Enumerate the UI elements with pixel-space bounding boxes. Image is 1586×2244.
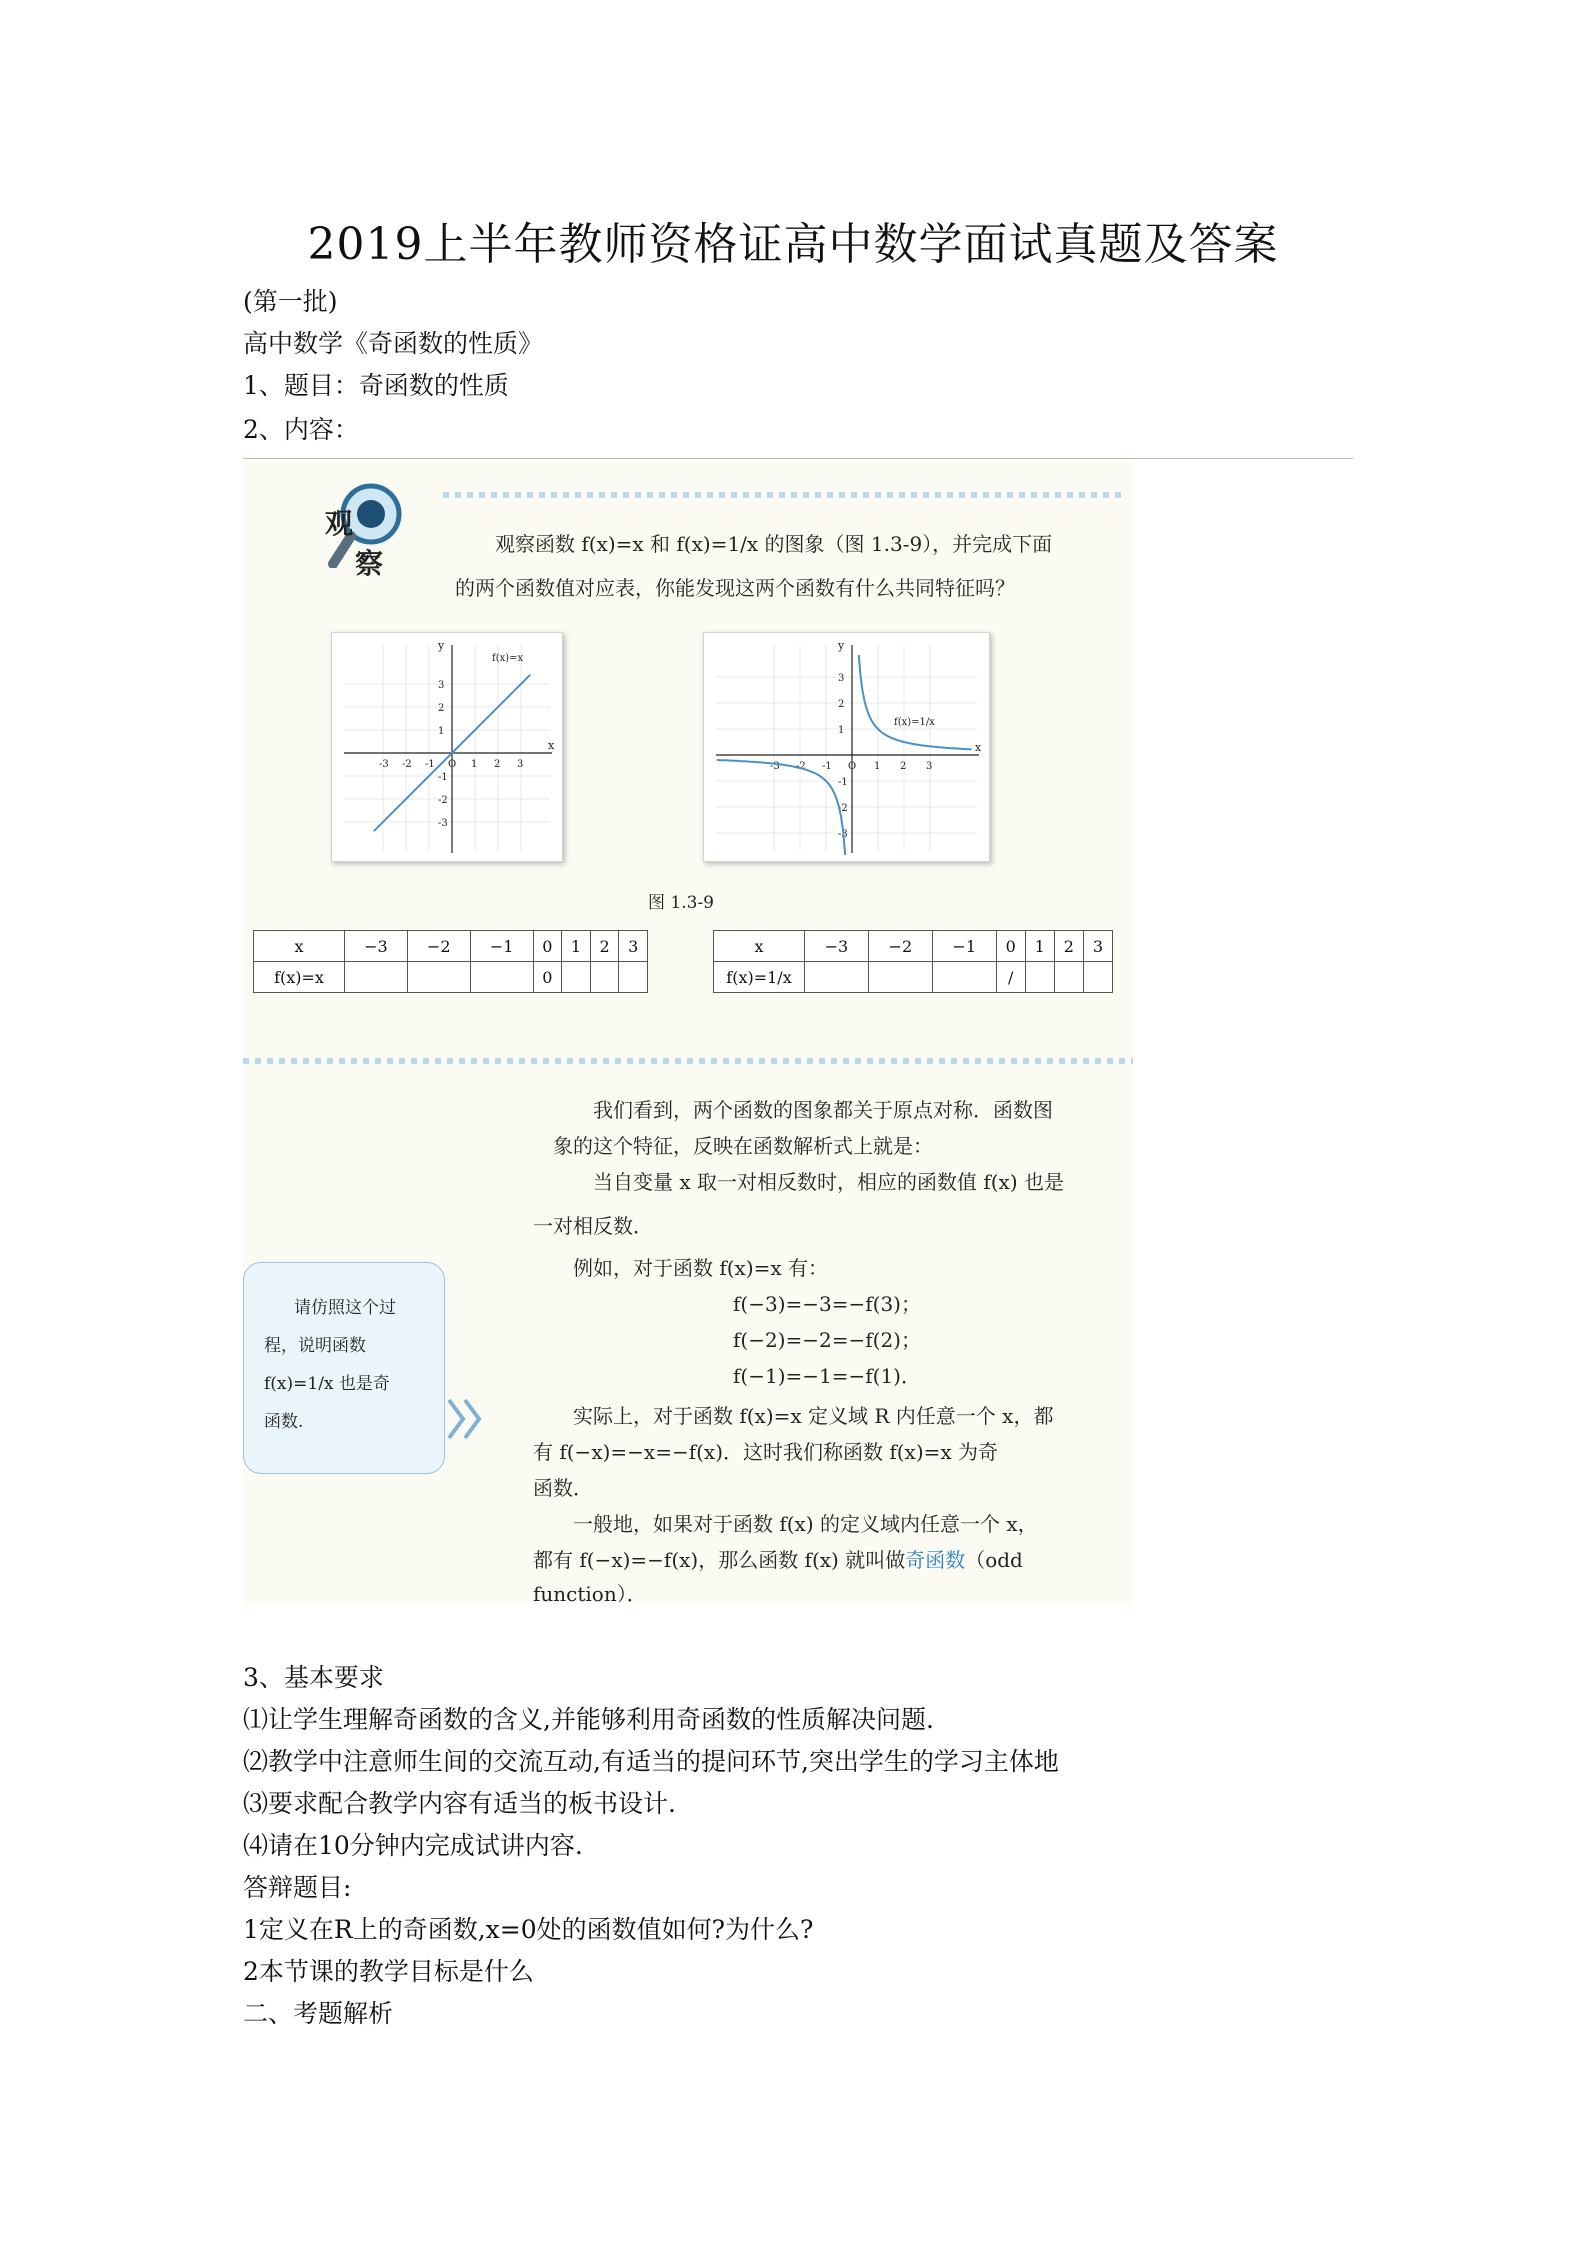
x-tick-label: 2 bbox=[900, 761, 907, 772]
topic-line: 1、题目：奇函数的性质 bbox=[243, 371, 509, 400]
y-tick-label: 2 bbox=[838, 699, 845, 710]
y-tick-label: -1 bbox=[438, 772, 448, 783]
y-axis-label: y bbox=[838, 639, 845, 652]
batch-label: (第一批) bbox=[243, 287, 338, 316]
value-table-f-x bbox=[253, 930, 648, 993]
table2-row-cell bbox=[1025, 962, 1054, 993]
y-tick-label: 3 bbox=[438, 680, 445, 691]
requirement-1: ⑴让学生理解奇函数的含义,并能够利用奇函数的性质解决问题. bbox=[243, 1705, 934, 1734]
badge-inspect: 察 bbox=[355, 547, 384, 580]
x-tick-label: 1 bbox=[471, 759, 478, 770]
table1-header-cell: 1 bbox=[562, 931, 591, 962]
table1-row-cell bbox=[562, 962, 591, 993]
observe-text-line2: 的两个函数值对应表，你能发现这两个函数有什么共同特征吗？ bbox=[455, 576, 1015, 600]
requirement-4: ⑷请在10分钟内完成试讲内容. bbox=[243, 1831, 583, 1860]
table1-row-cell bbox=[619, 962, 648, 993]
table2-row-cell bbox=[1054, 962, 1083, 993]
side-note bbox=[243, 1262, 445, 1474]
table2-row-cell: / bbox=[996, 962, 1025, 993]
dotted-separator bbox=[443, 492, 1123, 498]
y-tick-label: 1 bbox=[438, 726, 445, 737]
table2-row-cell: f(x)=1/x bbox=[714, 962, 805, 993]
y-tick-label: -1 bbox=[838, 777, 848, 788]
table1-header-cell: x bbox=[254, 931, 345, 962]
example-eq3: f(−1)=−1=−f(1)． bbox=[733, 1364, 921, 1388]
para1-line1: 我们看到，两个函数的图象都关于原点对称．函数图 bbox=[593, 1098, 1053, 1122]
para4-line3: function）． bbox=[533, 1582, 647, 1602]
defense-heading: 答辩题目: bbox=[243, 1873, 352, 1902]
y-tick-label: 3 bbox=[838, 673, 845, 684]
note-line2: 程，说明函数 bbox=[264, 1336, 366, 1356]
content-heading: 2、内容： bbox=[243, 415, 359, 444]
y-tick-label: -3 bbox=[838, 829, 848, 840]
table2-header-cell: −2 bbox=[868, 931, 932, 962]
table2-row-cell bbox=[932, 962, 996, 993]
requirement-2: ⑵教学中注意师生间的交流互动,有适当的提问环节,突出学生的学习主体地 bbox=[243, 1747, 1059, 1776]
figure-caption: 图 1.3-9 bbox=[648, 893, 714, 913]
table2-header-cell: −1 bbox=[932, 931, 996, 962]
x-tick-label: O bbox=[448, 759, 457, 770]
table2-row-cell bbox=[868, 962, 932, 993]
x-tick-label: -3 bbox=[379, 759, 389, 770]
para3-line3: 函数． bbox=[533, 1476, 593, 1500]
x-tick-label: -2 bbox=[402, 759, 412, 770]
y-axis-label: y bbox=[438, 639, 445, 652]
example-eq2: f(−2)=−2=−f(2)； bbox=[733, 1328, 921, 1352]
table1-row-cell bbox=[470, 962, 533, 993]
example-intro: 例如，对于函数 f(x)=x 有： bbox=[573, 1256, 829, 1280]
divider bbox=[243, 458, 1353, 459]
x-tick-label: 3 bbox=[517, 759, 524, 770]
x-tick-label: -1 bbox=[822, 761, 832, 772]
table2-header-cell: 2 bbox=[1054, 931, 1083, 962]
observe-text-line1: 观察函数 f(x)=x 和 f(x)=1/x 的图象（图 1.3-9），并完成下面 bbox=[495, 532, 1053, 556]
x-tick-label: -1 bbox=[425, 759, 435, 770]
table1-header-cell: 2 bbox=[590, 931, 619, 962]
x-tick-label: 2 bbox=[494, 759, 501, 770]
table2-row-cell bbox=[1083, 962, 1112, 993]
x-tick-label: -2 bbox=[796, 761, 806, 772]
x-axis-label: x bbox=[548, 739, 555, 752]
para1-line2: 象的这个特征，反映在函数解析式上就是： bbox=[553, 1134, 933, 1158]
badge-observe: 观 bbox=[325, 507, 354, 540]
curve-label: f(x)=x bbox=[492, 653, 524, 664]
y-tick-label: 2 bbox=[438, 703, 445, 714]
note-line4: 函数. bbox=[264, 1412, 304, 1432]
table1-header-cell: 3 bbox=[619, 931, 648, 962]
dotted-separator bbox=[243, 1058, 1133, 1064]
table1-row-cell bbox=[590, 962, 619, 993]
odd-function-term: 奇函数 bbox=[905, 1548, 966, 1572]
table1-row-cell bbox=[345, 962, 408, 993]
table1-row-cell: 0 bbox=[533, 962, 562, 993]
defense-question-1: 1定义在R上的奇函数,x=0处的函数值如何?为什么? bbox=[243, 1915, 814, 1944]
table1-header-cell: −2 bbox=[407, 931, 470, 962]
textbook-excerpt-image bbox=[243, 462, 1133, 1602]
example-eq1: f(−3)=−3=−f(3)； bbox=[733, 1292, 921, 1316]
para3-line2: 有 f(−x)=−x=−f(x)．这时我们称函数 f(x)=x 为奇 bbox=[533, 1440, 999, 1464]
graph-f-x-equals-x bbox=[331, 632, 563, 862]
x-tick-label: -3 bbox=[770, 761, 780, 772]
x-tick-label: 1 bbox=[874, 761, 881, 772]
para4-line2: 都有 f(−x)=−f(x)，那么函数 f(x) 就叫做奇函数（odd bbox=[533, 1548, 1023, 1572]
y-tick-label: -2 bbox=[438, 795, 448, 806]
table1-row-cell bbox=[407, 962, 470, 993]
note-line3: f(x)=1/x 也是奇 bbox=[264, 1374, 390, 1394]
defense-question-2: 2本节课的教学目标是什么 bbox=[243, 1957, 534, 1986]
para3-line1: 实际上，对于函数 f(x)=x 定义域 R 内任意一个 x，都 bbox=[573, 1404, 1054, 1428]
table1-header-cell: −3 bbox=[345, 931, 408, 962]
table2-row-cell bbox=[805, 962, 869, 993]
value-table-f-1-over-x bbox=[713, 930, 1113, 993]
x-tick-label: O bbox=[848, 761, 857, 772]
requirement-3: ⑶要求配合教学内容有适当的板书设计. bbox=[243, 1789, 676, 1818]
page-title: 2019上半年教师资格证高中数学面试真题及答案 bbox=[307, 219, 1279, 270]
table2-header-cell: −3 bbox=[805, 931, 869, 962]
para2-line2: 一对相反数． bbox=[533, 1214, 653, 1238]
table2-header-cell: 1 bbox=[1025, 931, 1054, 962]
note-line1: 请仿照这个过 bbox=[294, 1298, 396, 1318]
curve-label: f(x)=1/x bbox=[894, 717, 935, 728]
para4-line1: 一般地，如果对于函数 f(x) 的定义域内任意一个 x， bbox=[573, 1512, 1038, 1536]
y-tick-label: -2 bbox=[838, 803, 848, 814]
course-title: 高中数学《奇函数的性质》 bbox=[243, 329, 544, 358]
x-axis-label: x bbox=[975, 741, 982, 754]
requirements-heading: 3、基本要求 bbox=[243, 1663, 384, 1692]
table1-header-cell: −1 bbox=[470, 931, 533, 962]
y-tick-label: 1 bbox=[838, 725, 845, 736]
table2-header-cell: x bbox=[714, 931, 805, 962]
hyperbola-branch-positive bbox=[859, 655, 972, 749]
para2-line1: 当自变量 x 取一对相反数时，相应的函数值 f(x) 也是 bbox=[593, 1170, 1064, 1194]
table1-header-cell: 0 bbox=[533, 931, 562, 962]
table2-header-cell: 0 bbox=[996, 931, 1025, 962]
table1-row-cell: f(x)=x bbox=[254, 962, 345, 993]
y-tick-label: -3 bbox=[438, 818, 448, 829]
graph-f-x-equals-1-over-x bbox=[703, 632, 990, 862]
table2-header-cell: 3 bbox=[1083, 931, 1112, 962]
analysis-heading: 二、考题解析 bbox=[243, 1999, 394, 2028]
double-chevron-icon bbox=[443, 1394, 493, 1444]
x-tick-label: 3 bbox=[926, 761, 933, 772]
